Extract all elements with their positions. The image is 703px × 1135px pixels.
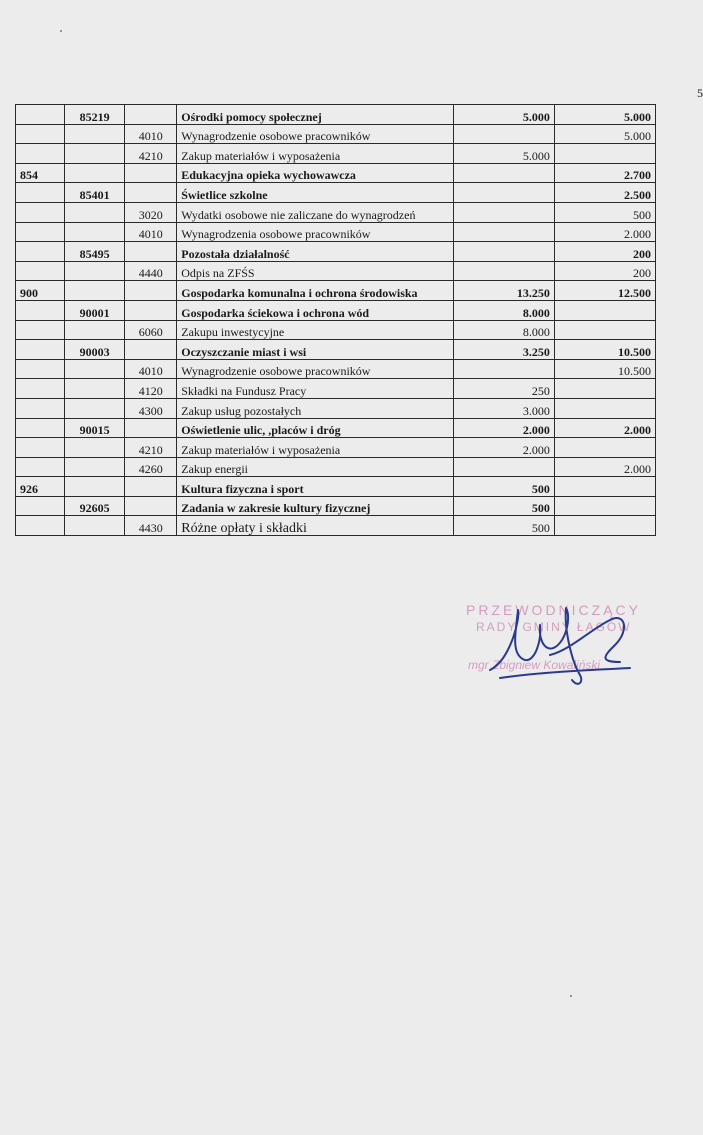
rozdzial-cell <box>64 261 124 281</box>
budget-table-body <box>16 105 656 536</box>
table-row <box>16 242 656 262</box>
name-cell: Zadania w zakresie kultury fizycznej <box>177 496 454 516</box>
amount-cell-2: 10.500 <box>554 340 655 360</box>
table-row <box>16 222 656 242</box>
paragraf-cell: 4430 <box>125 516 177 536</box>
amount-cell-1: 500 <box>453 477 554 497</box>
stamp-name: mgr Zbigniew Kowaliński <box>468 658 601 672</box>
dzial-cell <box>16 438 65 458</box>
amount-cell-1 <box>453 183 554 203</box>
rozdzial-cell: 85495 <box>64 242 124 262</box>
table-row <box>16 202 656 222</box>
paragraf-cell: 4260 <box>125 457 177 477</box>
dzial-cell <box>16 202 65 222</box>
name-cell: Różne opłaty i składki <box>177 516 454 536</box>
name-cell: Gospodarka ściekowa i ochrona wód <box>177 300 454 320</box>
rozdzial-cell <box>64 222 124 242</box>
rozdzial-cell <box>64 281 124 301</box>
name-cell: Pozostała działalność <box>177 242 454 262</box>
amount-cell-1: 500 <box>453 496 554 516</box>
name-cell: Wynagrodzenie osobowe pracowników <box>177 124 454 144</box>
amount-cell-1 <box>453 222 554 242</box>
name-cell: Odpis na ZFŚS <box>177 261 454 281</box>
dzial-cell <box>16 105 65 125</box>
dzial-cell <box>16 398 65 418</box>
amount-cell-1: 5.000 <box>453 105 554 125</box>
dzial-cell <box>16 418 65 438</box>
dzial-cell <box>16 183 65 203</box>
paragraf-cell: 4120 <box>125 379 177 399</box>
amount-cell-1 <box>453 202 554 222</box>
rozdzial-cell <box>64 163 124 183</box>
budget-table <box>15 104 656 536</box>
name-cell: Zakupu inwestycyjne <box>177 320 454 340</box>
amount-cell-2: 5.000 <box>554 105 655 125</box>
dzial-cell <box>16 300 65 320</box>
amount-cell-2: 12.500 <box>554 281 655 301</box>
name-cell: Oczyszczanie miast i wsi <box>177 340 454 360</box>
table-row <box>16 477 656 497</box>
page-number: 5 <box>697 86 703 100</box>
dzial-cell <box>16 261 65 281</box>
paragraf-cell <box>125 418 177 438</box>
scan-speck <box>60 30 62 32</box>
name-cell: Kultura fizyczna i sport <box>177 477 454 497</box>
amount-cell-2 <box>554 516 655 536</box>
table-row <box>16 379 656 399</box>
amount-cell-1 <box>453 163 554 183</box>
rozdzial-cell <box>64 124 124 144</box>
name-cell: Wynagrodzenia osobowe pracowników <box>177 222 454 242</box>
amount-cell-2: 5.000 <box>554 124 655 144</box>
paragraf-cell <box>125 242 177 262</box>
name-cell: Wynagrodzenie osobowe pracowników <box>177 359 454 379</box>
paragraf-cell: 4010 <box>125 359 177 379</box>
amount-cell-2: 2.000 <box>554 418 655 438</box>
table-row <box>16 163 656 183</box>
scan-speck <box>570 995 572 997</box>
paragraf-cell: 4210 <box>125 144 177 164</box>
name-cell: Składki na Fundusz Pracy <box>177 379 454 399</box>
rozdzial-cell: 85401 <box>64 183 124 203</box>
paragraf-cell: 4210 <box>125 438 177 458</box>
amount-cell-2 <box>554 300 655 320</box>
amount-cell-1: 8.000 <box>453 320 554 340</box>
dzial-cell <box>16 242 65 262</box>
rozdzial-cell <box>64 438 124 458</box>
amount-cell-2: 2.700 <box>554 163 655 183</box>
dzial-cell <box>16 516 65 536</box>
paragraf-cell <box>125 477 177 497</box>
table-row <box>16 320 656 340</box>
rozdzial-cell <box>64 516 124 536</box>
name-cell: Wydatki osobowe nie zaliczane do wynagrodzeń <box>177 202 454 222</box>
rozdzial-cell: 85219 <box>64 105 124 125</box>
rozdzial-cell <box>64 144 124 164</box>
amount-cell-2 <box>554 379 655 399</box>
paragraf-cell <box>125 163 177 183</box>
dzial-cell <box>16 222 65 242</box>
amount-cell-1 <box>453 242 554 262</box>
handwritten-signature <box>480 600 640 690</box>
paragraf-cell <box>125 183 177 203</box>
amount-cell-2: 2.500 <box>554 183 655 203</box>
table-row <box>16 183 656 203</box>
dzial-cell <box>16 359 65 379</box>
name-cell: Świetlice szkolne <box>177 183 454 203</box>
table-row <box>16 496 656 516</box>
amount-cell-1: 13.250 <box>453 281 554 301</box>
amount-cell-2: 10.500 <box>554 359 655 379</box>
rozdzial-cell <box>64 398 124 418</box>
table-row <box>16 457 656 477</box>
paragraf-cell <box>125 105 177 125</box>
name-cell: Gospodarka komunalna i ochrona środowiska <box>177 281 454 301</box>
amount-cell-1 <box>453 359 554 379</box>
table-row <box>16 261 656 281</box>
table-row <box>16 144 656 164</box>
dzial-cell: 926 <box>16 477 65 497</box>
rozdzial-cell: 90003 <box>64 340 124 360</box>
amount-cell-1 <box>453 457 554 477</box>
amount-cell-2 <box>554 477 655 497</box>
stamp-title: PRZEWODNICZĄCY <box>466 602 641 618</box>
dzial-cell <box>16 144 65 164</box>
rozdzial-cell <box>64 359 124 379</box>
paragraf-cell: 4440 <box>125 261 177 281</box>
amount-cell-2 <box>554 496 655 516</box>
paragraf-cell: 3020 <box>125 202 177 222</box>
name-cell: Ośrodki pomocy społecznej <box>177 105 454 125</box>
name-cell: Edukacyjna opieka wychowawcza <box>177 163 454 183</box>
amount-cell-2: 2.000 <box>554 222 655 242</box>
table-row <box>16 359 656 379</box>
amount-cell-1: 2.000 <box>453 438 554 458</box>
amount-cell-1: 5.000 <box>453 144 554 164</box>
amount-cell-2 <box>554 144 655 164</box>
table-row <box>16 281 656 301</box>
dzial-cell <box>16 124 65 144</box>
table-row <box>16 516 656 536</box>
amount-cell-2 <box>554 320 655 340</box>
paragraf-cell: 4010 <box>125 124 177 144</box>
rozdzial-cell <box>64 477 124 497</box>
rozdzial-cell <box>64 320 124 340</box>
name-cell: Zakup usług pozostałych <box>177 398 454 418</box>
name-cell: Oświetlenie ulic, ,placów i dróg <box>177 418 454 438</box>
stamp-institution: RADY GMINY ŁAGÓW <box>476 620 632 634</box>
dzial-cell <box>16 379 65 399</box>
amount-cell-1 <box>453 261 554 281</box>
dzial-cell <box>16 320 65 340</box>
paragraf-cell <box>125 340 177 360</box>
rozdzial-cell: 92605 <box>64 496 124 516</box>
amount-cell-1: 3.250 <box>453 340 554 360</box>
rozdzial-cell <box>64 457 124 477</box>
rozdzial-cell: 90015 <box>64 418 124 438</box>
amount-cell-1 <box>453 124 554 144</box>
name-cell: Zakup energii <box>177 457 454 477</box>
dzial-cell <box>16 340 65 360</box>
rozdzial-cell <box>64 202 124 222</box>
table-row <box>16 124 656 144</box>
amount-cell-2 <box>554 398 655 418</box>
rozdzial-cell <box>64 379 124 399</box>
table-row <box>16 418 656 438</box>
amount-cell-1: 500 <box>453 516 554 536</box>
dzial-cell <box>16 496 65 516</box>
table-row <box>16 438 656 458</box>
paragraf-cell: 6060 <box>125 320 177 340</box>
amount-cell-2: 500 <box>554 202 655 222</box>
amount-cell-1: 250 <box>453 379 554 399</box>
amount-cell-1: 3.000 <box>453 398 554 418</box>
table-row <box>16 398 656 418</box>
name-cell: Zakup materiałów i wyposażenia <box>177 144 454 164</box>
paragraf-cell <box>125 496 177 516</box>
table-row <box>16 105 656 125</box>
dzial-cell: 900 <box>16 281 65 301</box>
dzial-cell <box>16 457 65 477</box>
table-row <box>16 340 656 360</box>
paragraf-cell: 4010 <box>125 222 177 242</box>
table-row <box>16 300 656 320</box>
rozdzial-cell: 90001 <box>64 300 124 320</box>
amount-cell-2 <box>554 438 655 458</box>
paragraf-cell: 4300 <box>125 398 177 418</box>
amount-cell-2: 200 <box>554 242 655 262</box>
paragraf-cell <box>125 300 177 320</box>
amount-cell-1: 2.000 <box>453 418 554 438</box>
dzial-cell: 854 <box>16 163 65 183</box>
amount-cell-2: 200 <box>554 261 655 281</box>
paragraf-cell <box>125 281 177 301</box>
amount-cell-1: 8.000 <box>453 300 554 320</box>
amount-cell-2: 2.000 <box>554 457 655 477</box>
name-cell: Zakup materiałów i wyposażenia <box>177 438 454 458</box>
